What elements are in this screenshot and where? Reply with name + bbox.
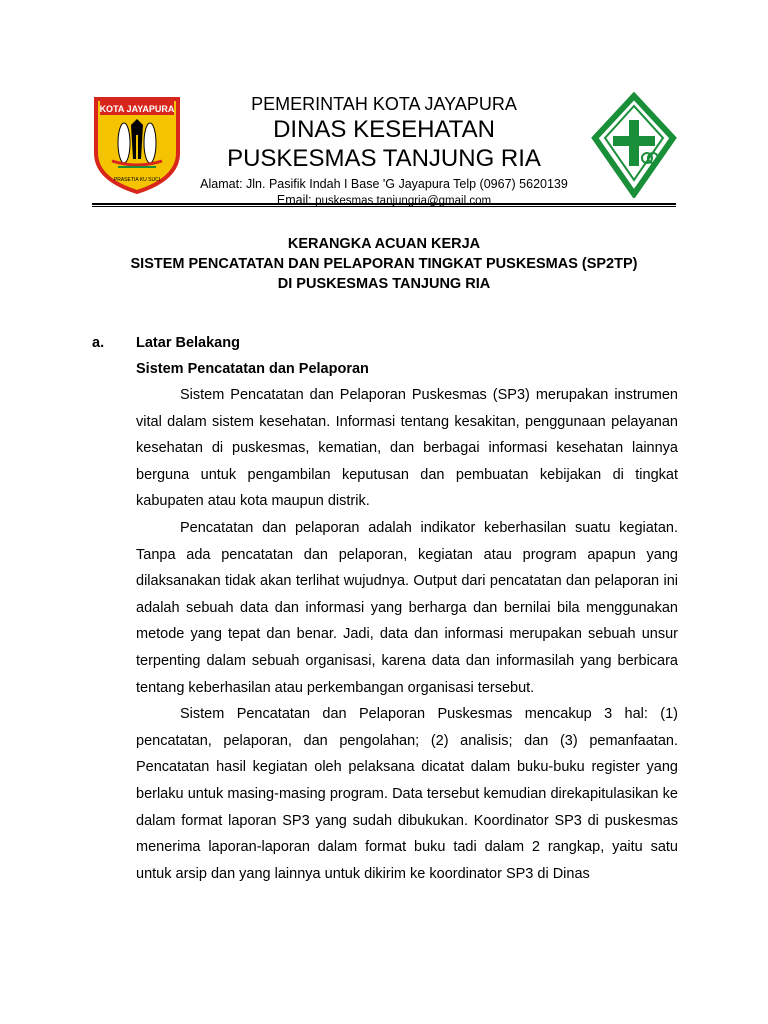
letterhead-rule (92, 203, 676, 205)
title-line-1: KERANGKA ACUAN KERJA (287, 236, 481, 252)
title-line-2: SISTEM PENCATATAN DAN PELAPORAN TINGKAT PUSKESMAS (SP2TP) (130, 256, 638, 272)
kota-jayapura-logo (92, 95, 182, 195)
section-title: Latar Belakang (136, 335, 240, 351)
agency-name: DINAS KESEHATAN (273, 116, 495, 143)
email-value: puskesmas tanjungria@gmail.com (315, 195, 492, 207)
paragraph: Sistem Pencatatan dan Pelaporan Puskesmas (SP3) merupakan instrumen vital dalam sistem kesehatan. Informasi tentang kesakitan, penggunaan pelayanan kesehatan di puskesmas, kematian, dan berbagai informasi kesehatan lainnya berguna untuk pengambilan keputusan dan pembuatan kebijakan di tingkat kabupaten atau kota maupun distrik. (136, 387, 678, 510)
paragraph: Sistem Pencatatan dan Pelaporan Puskesmas mencakup 3 hal: (1) pencatatan, pelaporan, dan pengolahan; (2) analisis; dan (3) pemanfaatan. Pencatatan hasil kegiatan oleh pelaksana dicatat dalam buku-buku register yang berlaku untuk masing-masing program. Data tersebut kemudian direkapitulasikan ke dalam format laporan SP3 yang sudah dibukukan. Koordinator SP3 di puskesmas menerima laporan-laporan dalam format buku tadi dalam 2 rangkap, yaitu satu untuk arsip dan yang lainnya untuk dikirim ke koordinator SP3 di Dinas (136, 706, 678, 882)
paragraph: Pencatatan dan pelaporan adalah indikator keberhasilan suatu kegiatan. Tanpa ada pencatatan dan pelaporan, kegiatan atau program apapun yang dilaksanakan tidak akan terlihat wujudnya. Output dari pencatatan dan pelaporan ini adalah sebuah data dan informasi yang berharga dan bernilai bila menggunakan metode yang tepat dan benar. Jadi, data dan informasi merupakan sebuah unsur terpenting dalam sebuah organisasi, karena data dan informasilah yang berbicara tentang keberhasilan atau perkembangan organisasi tersebut. (136, 519, 678, 696)
puskesmas-name: PUSKESMAS TANJUNG RIA (227, 145, 541, 172)
section-subheading: Sistem Pencatatan dan Pelaporan (136, 361, 369, 377)
logo-label-top: KOTA JAYAPURA (99, 104, 175, 114)
body-text (136, 382, 678, 887)
title-line-3: DI PUSKESMAS TANJUNG RIA (277, 276, 491, 292)
section-heading (92, 335, 240, 351)
address-line: Alamat: Jln. Pasifik Indah I Base 'G Jayapura Telp (0967) 5620139 (200, 177, 568, 191)
document-title (92, 234, 676, 294)
puskesmas-logo (591, 92, 677, 198)
email-label: Email: (276, 193, 316, 207)
section-number: a. (92, 335, 105, 351)
letterhead (190, 92, 578, 209)
government-name: PEMERINTAH KOTA JAYAPURA (251, 94, 517, 114)
logo-label-bottom: PRASETIA KU SUCI (113, 177, 161, 183)
letterhead-rule-thin (92, 206, 676, 207)
